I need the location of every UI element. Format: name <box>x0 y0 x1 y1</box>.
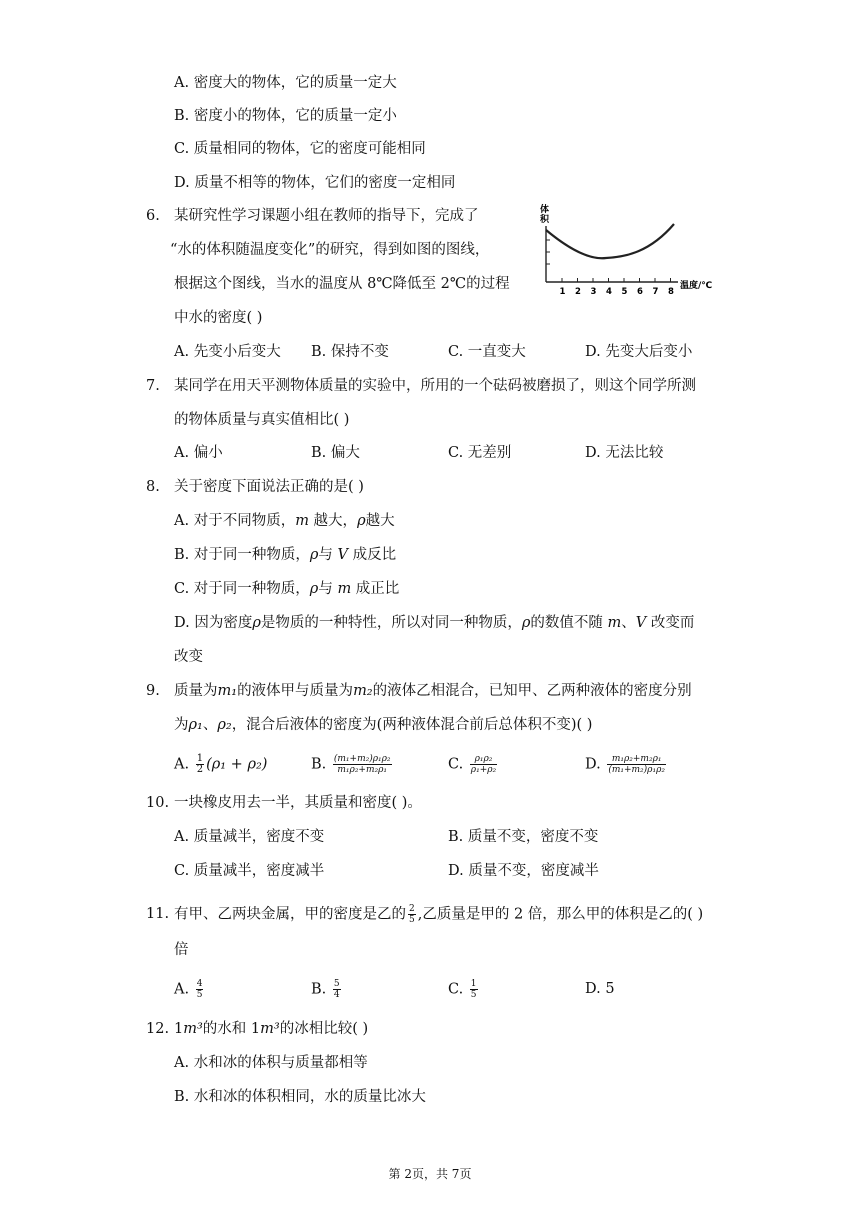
q9-stem-line-2: 为ρ₁、ρ₂，混合后液体的密度为(两种液体混合前后总体积不变)( ) <box>174 717 593 733</box>
q7-option-b: B. 偏大 <box>311 445 360 461</box>
q9-stem-line-1: 质量为m₁的液体甲与质量为m₂的液体乙相混合，已知甲、乙两种液体的密度分别 <box>174 683 692 699</box>
graph-x-label: 温度/℃ <box>680 281 713 291</box>
q7-stem-line-2: 的物体质量与真实值相比( ) <box>174 412 350 428</box>
q10-option-a: A. 质量减半，密度不变 <box>174 829 325 845</box>
graph-x-tick-label: 6 <box>637 287 643 297</box>
q11-option-c: C. $\frac{1}{5}$ <box>448 979 477 1000</box>
graph-x-tick-label: 7 <box>652 287 659 297</box>
q10-option-b: B. 质量不变，密度不变 <box>448 829 599 845</box>
q11-option-d: D. 5 <box>585 981 615 997</box>
q7-stem-line-1: 某同学在用天平测物体质量的实验中，所用的一个砝码被磨损了，则这个同学所测 <box>174 378 696 394</box>
q8-option-d: D. 因为密度ρ是物质的一种特性，所以对同一种物质，ρ的数值不随 m、V 改变而 <box>174 615 695 631</box>
q7-option-d: D. 无法比较 <box>585 445 664 461</box>
q7-option-a: A. 偏小 <box>174 445 223 461</box>
q12-stem: 1m³的水和 1m³的冰相比较( ) <box>174 1021 369 1037</box>
q8-stem: 关于密度下面说法正确的是( ) <box>174 479 364 495</box>
q5-option-d: D. 质量不相等的物体，它们的密度一定相同 <box>174 175 456 191</box>
graph-y-label-1: 体 <box>540 205 550 215</box>
q9-number: 9. <box>146 683 160 699</box>
volume-temperature-graph <box>540 200 720 300</box>
q6-option-c: C. 一直变大 <box>448 344 526 360</box>
q6-stem-line-3: 根据这个图线，当水的温度从 8℃降低至 2℃的过程 <box>174 276 510 292</box>
graph-x-tick-label: 4 <box>606 287 612 297</box>
graph-x-tick-label: 8 <box>668 287 674 297</box>
q8-number: 8. <box>146 479 160 495</box>
q11-stem-line-2: 倍 <box>174 942 189 958</box>
q11-stem-line-1: 有甲、乙两块金属，甲的密度是乙的 $\frac{2}{5}$ ,乙质量是甲的 2 倍，那么甲的体积是乙的( ) <box>174 904 704 925</box>
q5-option-a: A. 密度大的物体，它的质量一定大 <box>174 75 397 91</box>
q5-option-c: C. 质量相同的物体，它的密度可能相同 <box>174 141 426 157</box>
q8-option-d-continued: 改变 <box>174 649 203 665</box>
q11-number: 11. <box>146 906 170 922</box>
q12-number: 12. <box>146 1021 170 1037</box>
q6-option-a: A. 先变小后变大 <box>174 344 281 360</box>
q10-number: 10. <box>146 795 170 811</box>
q9-option-d: D. $\frac{\text{m₁ρ₂+m₂ρ₁}}{\text{(m₁+m₂)ρ₁ρ₂}}$ <box>585 754 665 775</box>
graph-x-tick-label: 2 <box>575 287 581 297</box>
page-footer: 第 2页，共 7页 <box>388 1167 472 1181</box>
q9-option-c: C. $\frac{\text{ρ₁ρ₂}}{\text{ρ₁+ρ₂}}$ <box>448 754 497 775</box>
graph-y-label-2: 积 <box>540 215 550 225</box>
q8-option-a: A. 对于不同物质，m 越大，ρ越大 <box>174 513 395 529</box>
q11-option-b: B. $\frac{5}{4}$ <box>311 979 340 1000</box>
graph-x-tick-label: 3 <box>590 287 597 297</box>
q6-option-b: B. 保持不变 <box>311 344 389 360</box>
q10-option-d: D. 质量不变，密度减半 <box>448 863 599 879</box>
q8-option-c: C. 对于同一种物质，ρ与 m 成正比 <box>174 581 400 597</box>
q6-stem-line-1: 某研究性学习课题小组在教师的指导下，完成了 <box>174 208 479 224</box>
q12-option-b: B. 水和冰的体积相同，水的质量比冰大 <box>174 1089 426 1105</box>
q11-option-a: A. $\frac{4}{5}$ <box>174 979 203 1000</box>
q8-option-b: B. 对于同一种物质，ρ与 V 成反比 <box>174 547 397 563</box>
graph-x-tick-label: 1 <box>559 287 566 297</box>
q9-option-a: A. $\frac{1}{2}$ (ρ₁ + ρ₂) <box>174 753 268 775</box>
graph-x-tick-labels <box>560 287 675 297</box>
q6-number: 6. <box>146 208 160 224</box>
q6-stem-line-2: “水的体积随温度变化”的研究，得到如图的图线， <box>170 242 490 258</box>
q5-option-b: B. 密度小的物体，它的质量一定小 <box>174 108 397 124</box>
q10-option-c: C. 质量减半，密度减半 <box>174 863 325 879</box>
q7-option-c: C. 无差别 <box>448 445 512 461</box>
q12-option-a: A. 水和冰的体积与质量都相等 <box>174 1055 368 1071</box>
q6-option-d: D. 先变大后变小 <box>585 344 693 360</box>
graph-x-tick-label: 5 <box>621 287 628 297</box>
q9-option-b: B. $\frac{\text{(m₁+m₂)ρ₁ρ₂}}{\text{m₁ρ₂+m₂ρ₁}}$ <box>311 754 391 775</box>
q6-stem-line-4: 中水的密度( ) <box>174 310 263 326</box>
q10-stem: 一块橡皮用去一半，其质量和密度( )。 <box>174 795 422 811</box>
graph-volume-curve <box>546 224 674 258</box>
q7-number: 7. <box>146 378 160 394</box>
